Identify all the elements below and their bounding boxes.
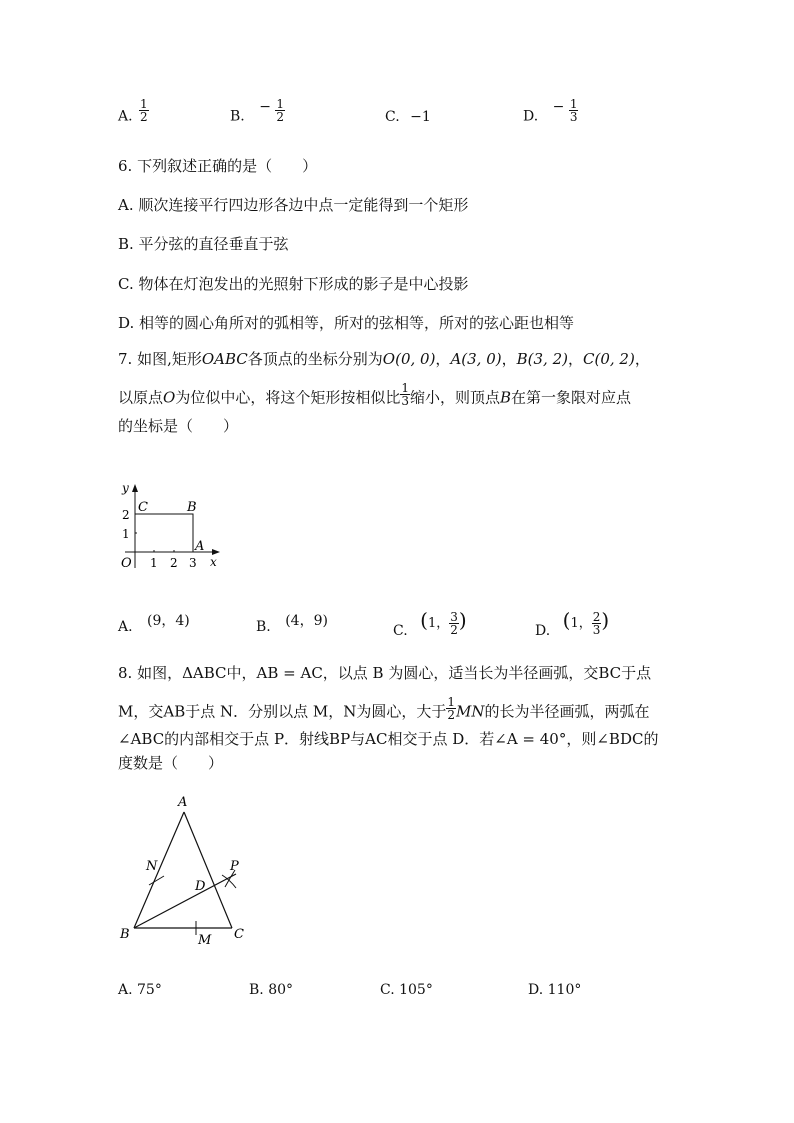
q7-option-b (256, 613, 328, 636)
fraction (592, 611, 602, 636)
fraction (400, 382, 410, 407)
q6-stem: 6. 下列叙述正确的是（ ） (118, 157, 318, 175)
point-m-label: M (198, 933, 212, 948)
fraction-numerator: 3 (450, 609, 458, 624)
text: 为位似中心，将这个矩形按相似比 (175, 388, 401, 407)
option-label: B. (256, 619, 271, 635)
text: 7. 如图,矩形 (118, 350, 202, 368)
q8-line-1: 8. 如图，ΔABC中，AB = AC，以点 B 为圆心，适当长为半径画弧，交BC于点 (118, 664, 652, 682)
math-coordinate: B(3, 2) (516, 350, 568, 368)
y-tick-label-1: 1 (122, 527, 130, 541)
option-label: C. (393, 623, 408, 639)
point-c-label: C (138, 500, 148, 515)
text: M，交AB于点 N．分别以点 M，N为圆心，大于 (118, 702, 447, 721)
option-label: D. (535, 623, 551, 639)
point-d-label: D (195, 879, 206, 894)
fraction-numerator: 1 (401, 381, 409, 395)
q7-line-2 (118, 381, 632, 411)
origin-label: O (121, 556, 132, 571)
text: 的长为半径画弧，两弧在 (484, 702, 650, 721)
fraction-numerator: 1 (569, 97, 578, 111)
point-b-label: B (187, 500, 197, 515)
option-label: C. (385, 109, 400, 125)
y-axis-label: y (122, 481, 129, 495)
x-tick-label-3: 3 (189, 556, 197, 570)
option-value: (4，9) (285, 613, 328, 629)
text: 以原点 (118, 388, 164, 407)
q8-line-4: 度数是（ ） (118, 754, 224, 772)
math-text: B (500, 388, 512, 407)
math-coordinate: O(0, 0) (382, 350, 436, 368)
q8-line-2 (118, 695, 650, 725)
q5-option-b (230, 97, 285, 129)
q7-line-3: 的坐标是（ ） (118, 417, 239, 435)
q6-option-c: C. 物体在灯泡发出的光照射下形成的影子是中心投影 (118, 275, 469, 293)
point-a-label: A (195, 539, 205, 554)
option-value: −1 (410, 109, 431, 125)
minus-sign: − (552, 98, 565, 115)
fraction-denominator: 3 (401, 394, 409, 408)
vertex-a-label: A (178, 795, 188, 810)
q8-option-a: A. 75° (118, 982, 162, 998)
fraction-numerator: 1 (276, 97, 285, 111)
rectangle-oabc (135, 514, 193, 552)
minus-sign: − (259, 98, 271, 115)
point-p-label: P (230, 859, 239, 874)
q7-coordinate-figure (112, 478, 227, 573)
q8-option-b: B. 80° (249, 982, 294, 998)
fraction-denominator: 2 (450, 622, 458, 637)
math-text: OABC (201, 350, 248, 368)
text: 各顶点的坐标分别为 (247, 350, 383, 368)
fraction (446, 696, 456, 721)
math-coordinate: C(0, 2) (583, 350, 635, 368)
fraction-denominator: 2 (447, 708, 456, 722)
fraction (275, 98, 285, 123)
option-value: ( (562, 608, 571, 632)
option-label: B. (230, 108, 245, 125)
option-value: ( (420, 608, 428, 632)
q6-option-a: A. 顺次连接平行四边形各边中点一定能得到一个矩形 (118, 196, 469, 214)
q7-option-c: C. (1， $\frac{3}{2}$ ) (393, 608, 467, 639)
math-coordinate: A(3, 0) (450, 350, 502, 368)
fraction-denominator: 3 (569, 110, 578, 124)
x-tick-label-1: 1 (150, 556, 158, 570)
x-tick-label-2: 2 (170, 556, 178, 570)
fraction (449, 611, 459, 636)
q8-triangle-figure (112, 792, 262, 952)
q7-option-a (118, 613, 190, 636)
option-label: A. (118, 619, 133, 635)
fraction-denominator: 2 (276, 110, 285, 124)
text: 在第一象限对应点 (511, 388, 632, 407)
q8-option-c: C. 105° (380, 982, 433, 998)
math-text: MN (456, 702, 485, 721)
option-value: (9，4) (147, 613, 190, 629)
text: 缩小，则顶点 (409, 388, 500, 407)
arc-mark-n (149, 876, 164, 885)
fraction-numerator: 1 (140, 97, 148, 111)
vertex-b-label: B (120, 927, 130, 942)
q5-option-c (385, 109, 431, 125)
q6-option-d: D. 相等的圆心角所对的弧相等，所对的弦相等，所对的弦心距也相等 (118, 314, 575, 332)
q5-option-d (523, 97, 578, 129)
math-text: O (163, 388, 176, 407)
option-label: D. (523, 108, 539, 125)
x-axis-label: x (210, 555, 217, 569)
vertex-c-label: C (234, 927, 244, 942)
fraction-denominator: 2 (140, 110, 148, 124)
option-label: A. (118, 108, 133, 125)
y-tick-label-2: 2 (122, 508, 130, 522)
q8-line-3: ∠ABC的内部相交于点 P．射线BP与AC相交于点 D．若∠A = 40°，则∠BDC的 (118, 730, 659, 748)
fraction-numerator: 1 (447, 695, 456, 709)
point-n-label: N (146, 859, 158, 874)
fraction-denominator: 3 (592, 622, 601, 637)
arc-mark-p1 (222, 875, 236, 888)
q7-line-1: 7. 如图,矩形OABC各顶点的坐标分别为O(0, 0)，A(3, 0)，B(3, 2)，C(0, 2)， (118, 350, 650, 368)
fraction (139, 98, 149, 123)
y-axis-arrow (132, 484, 138, 492)
side-ac (184, 812, 232, 928)
fraction-numerator: 2 (592, 609, 601, 624)
fraction (569, 98, 579, 123)
q8-option-d: D. 110° (528, 982, 582, 998)
side-ab (134, 812, 184, 928)
q6-option-b: B. 平分弦的直径垂直于弦 (118, 235, 289, 253)
q5-option-a (118, 97, 149, 129)
q7-option-d: D. (1， $\frac{2}{3}$ ) (535, 608, 610, 639)
